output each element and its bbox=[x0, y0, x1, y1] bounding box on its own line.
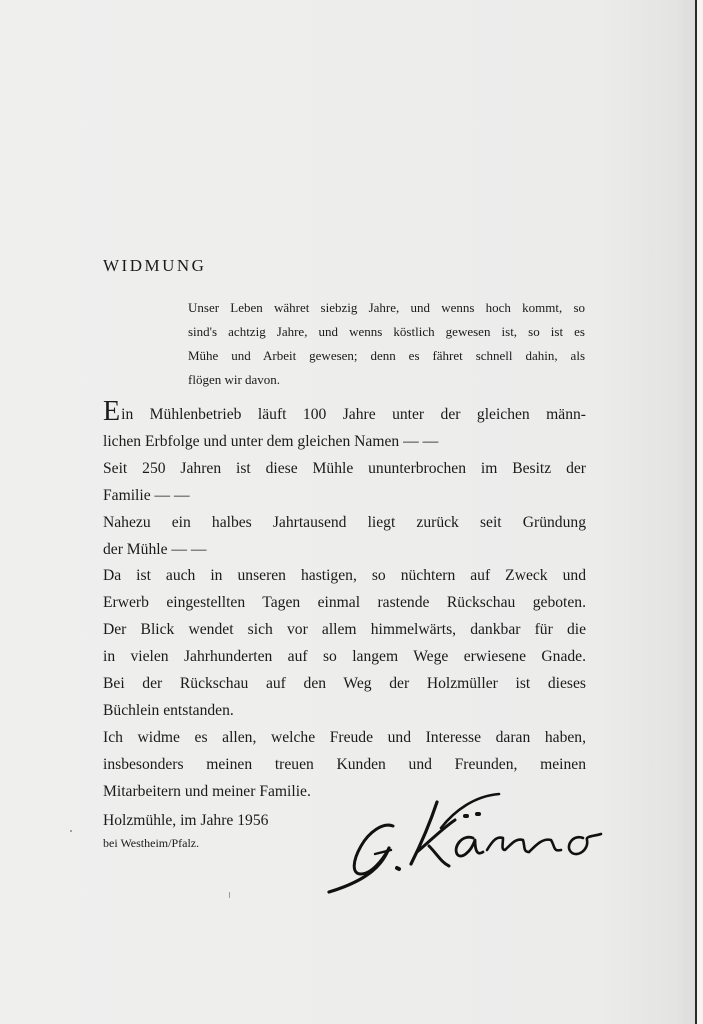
body-line: Mitarbeitern und meiner Familie. bbox=[103, 782, 311, 800]
paper-speck bbox=[70, 830, 72, 832]
dedication-text bbox=[103, 396, 586, 806]
page-edge-outer bbox=[697, 0, 703, 1024]
body-line: Nahezu ein halbes Jahrtausend liegt zurück seit Gründung bbox=[103, 513, 586, 531]
body-line: in vielen Jahrhunderten auf so langem Wege erwiesene Gnade. bbox=[103, 648, 586, 666]
body-line bbox=[103, 396, 586, 429]
body-line: Seit 250 Jahren ist diese Mühle ununterbrochen im Besitz der bbox=[103, 459, 586, 477]
body-line: lichen Erbfolge und unter dem gleichen Namen — — bbox=[103, 432, 439, 450]
body-line: Da ist auch in unseren hastigen, so nüchtern auf Zweck und bbox=[103, 567, 586, 585]
motto-line: sind's achtzig Jahre, und wenns köstlich gewesen ist, so ist es bbox=[188, 324, 585, 339]
place-date: Holzmühle, im Jahre 1956 bbox=[103, 812, 269, 829]
dedication-heading: WIDMUNG bbox=[103, 256, 207, 275]
motto-quote bbox=[188, 296, 585, 392]
body-line: der Mühle — — bbox=[103, 540, 207, 558]
body-line: Erwerb eingestellten Tagen einmal rastende Rückschau geboten. bbox=[103, 594, 586, 612]
paper-speck bbox=[229, 892, 230, 898]
body-line: Bei der Rückschau auf den Weg der Holzmüller ist dieses bbox=[103, 675, 586, 693]
place-detail: bei Westheim/Pfalz. bbox=[103, 836, 200, 850]
page-edge-line bbox=[695, 0, 697, 1024]
body-line-text: in Mühlenbetrieb läuft 100 Jahre unter der gleichen männ- bbox=[121, 406, 586, 423]
body-line: Der Blick wendet sich vor allem himmelwärts, dankbar für die bbox=[103, 621, 586, 639]
body-line: Ich widme es allen, welche Freude und Interesse daran haben, bbox=[103, 728, 586, 746]
motto-line: flögen wir davon. bbox=[188, 372, 281, 387]
motto-line: Unser Leben währet siebzig Jahre, und wenns hoch kommt, so bbox=[188, 300, 585, 315]
body-line: Familie — — bbox=[103, 486, 190, 504]
body-line: Büchlein entstanden. bbox=[103, 701, 234, 719]
drop-cap: E bbox=[103, 396, 121, 427]
motto-line: Mühe und Arbeit gewesen; denn es fähret schnell dahin, als bbox=[188, 348, 585, 363]
body-line: insbesonders meinen treuen Kunden und Freunden, meinen bbox=[103, 755, 586, 773]
handwritten-signature bbox=[325, 780, 615, 900]
